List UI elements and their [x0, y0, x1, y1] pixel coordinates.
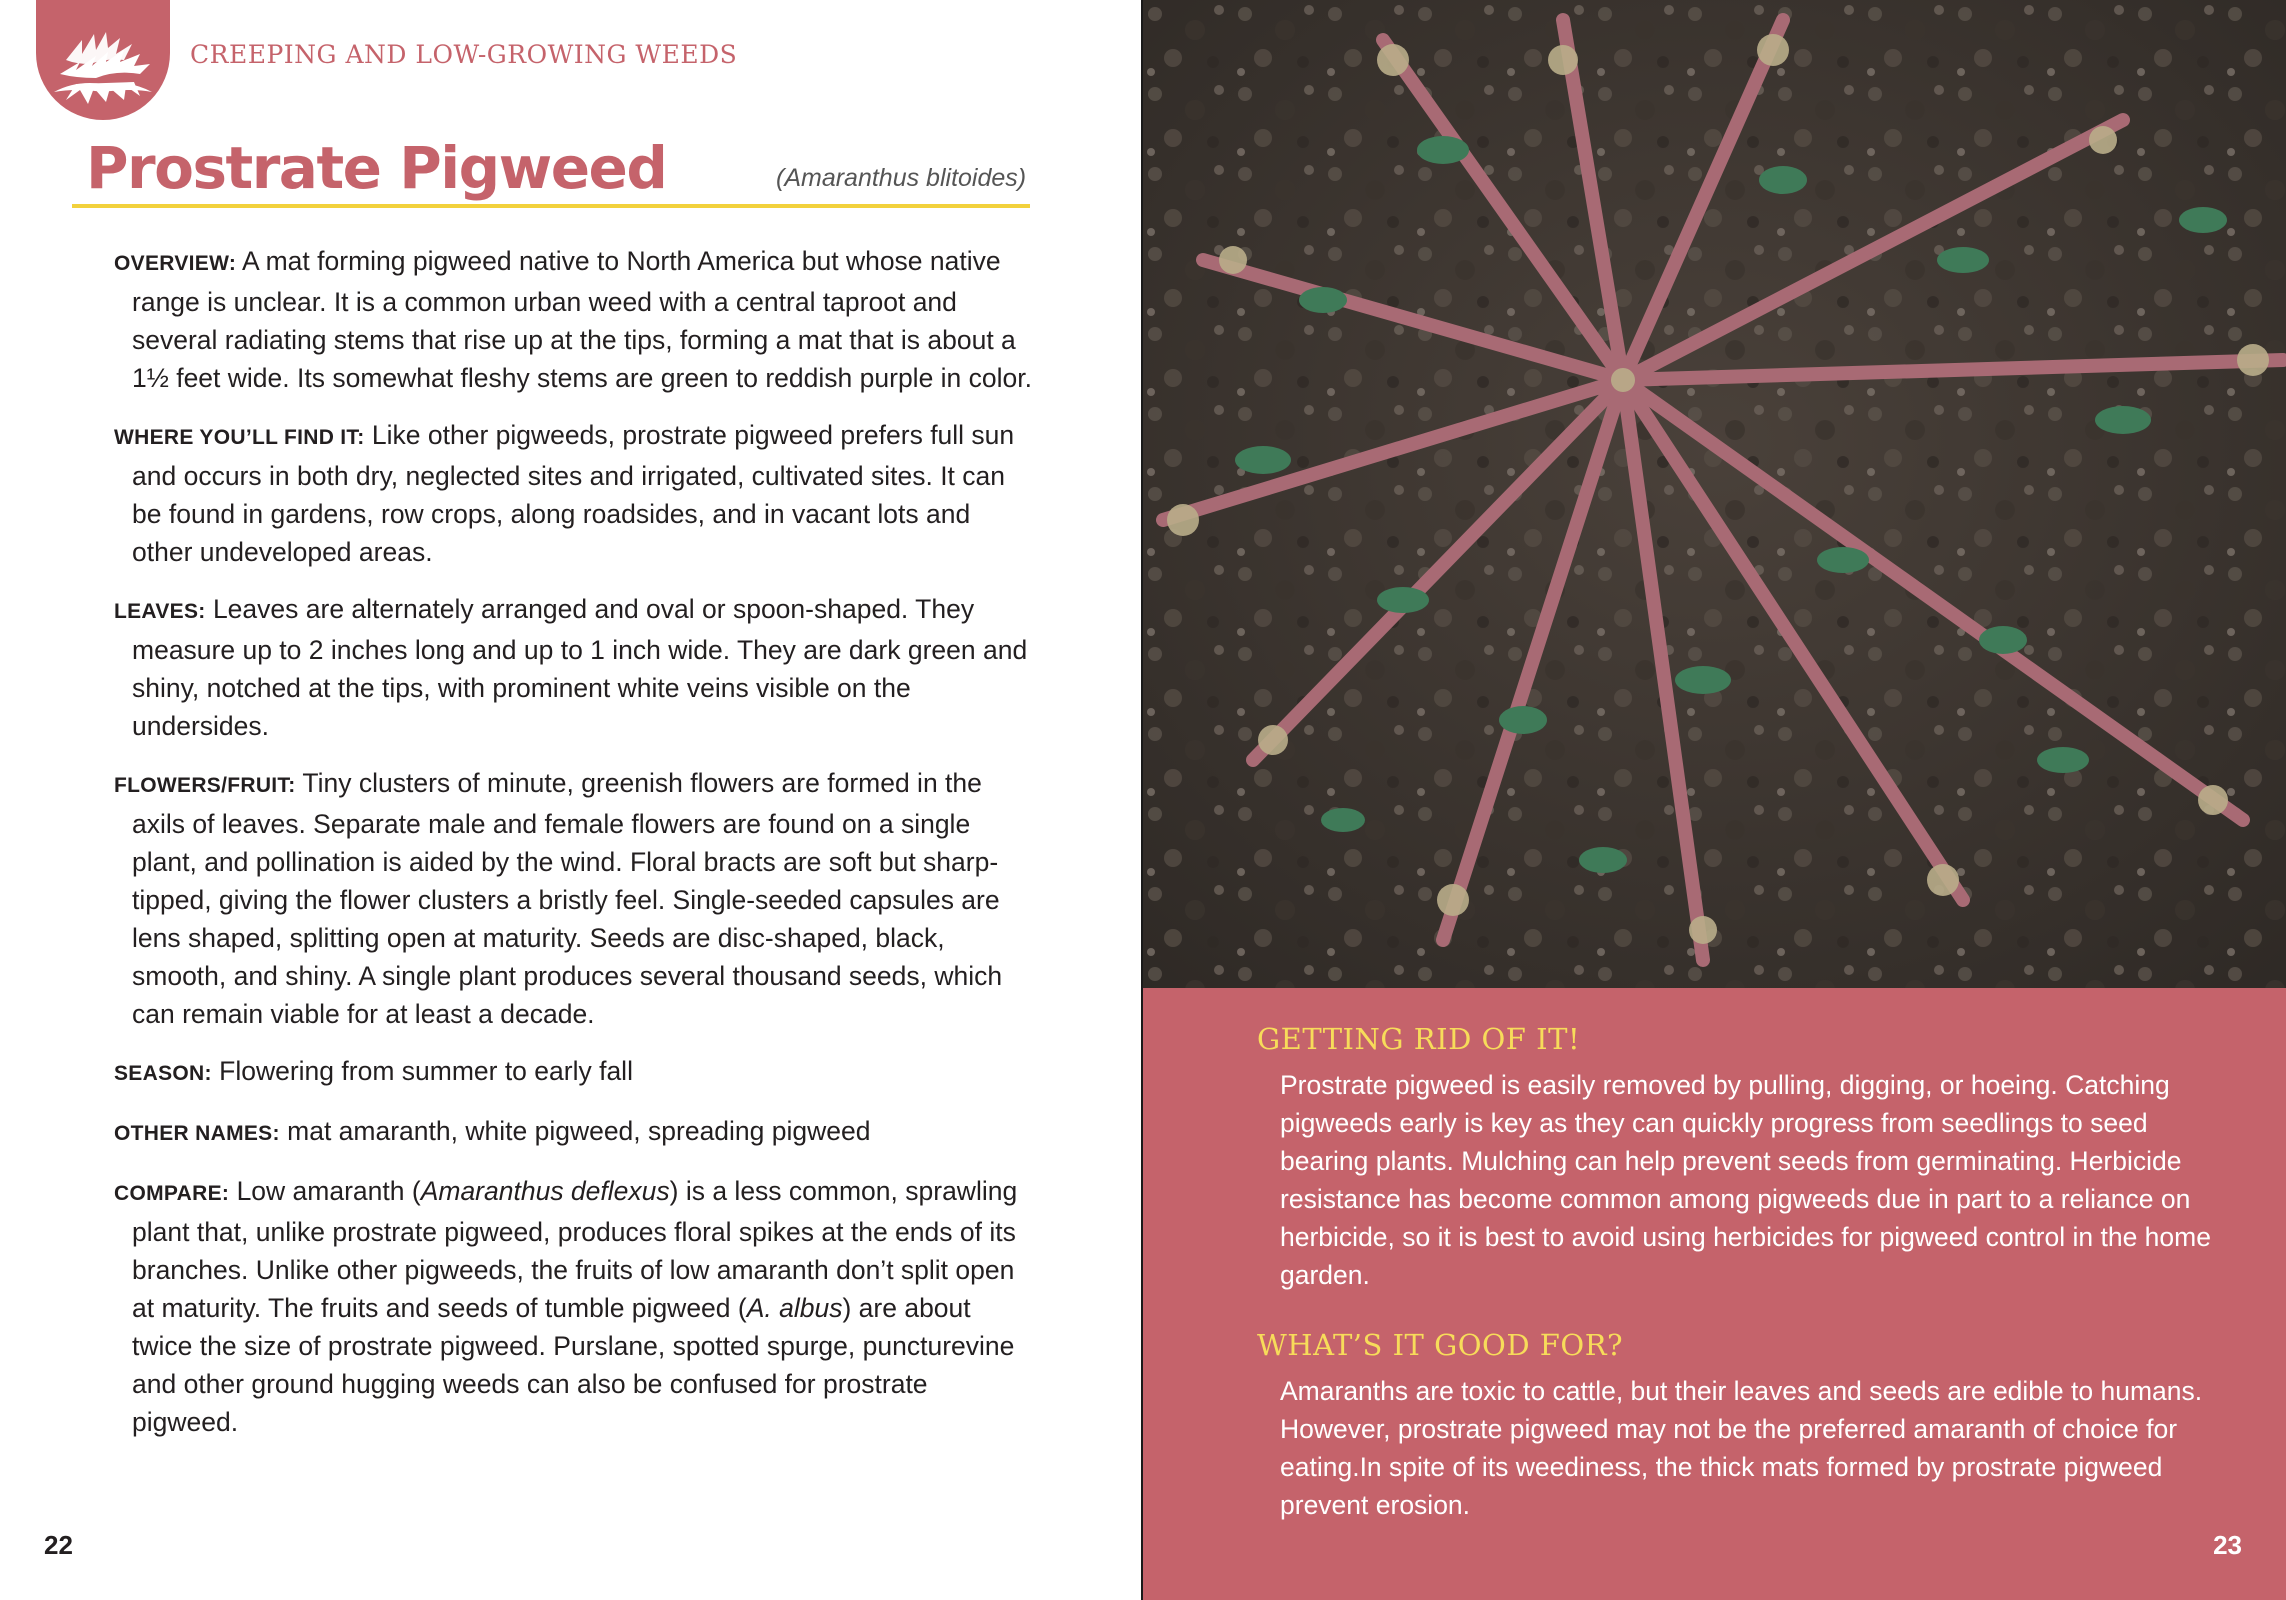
- compare-text-2: ) is a less common, sprawling plant that, unlike prostrate pigweed, produces floral spikes at the ends of its branches. Unlike other pigweeds, the fruits of low amaranth don’t split open at maturity. The fruits and seeds of tumble pigweed (: [132, 1176, 1018, 1323]
- section-title: CREEPING AND LOW-GROWING WEEDS: [190, 40, 738, 69]
- getting-rid-heading: GETTING RID OF IT!: [1257, 1022, 1581, 1056]
- description-body: [114, 242, 1034, 1460]
- overview-paragraph: [114, 242, 1034, 397]
- other-names-label: OTHER NAMES:: [114, 1122, 280, 1145]
- compare-text-3: ) are about twice the size of prostrate pigweed. Purslane, spotted spurge, puncturevine and other ground hugging weeds can also be confused for prostrate pigweed.: [132, 1293, 1015, 1437]
- leaves-label: LEAVES:: [114, 600, 206, 623]
- pigweed-photo: [1143, 0, 2286, 988]
- other-names-text: mat amaranth, white pigweed, spreading pigweed: [287, 1116, 871, 1146]
- leaves-paragraph: [114, 590, 1034, 745]
- season-text: Flowering from summer to early fall: [219, 1056, 633, 1086]
- flowers-label: FLOWERS/FRUIT:: [114, 774, 296, 797]
- getting-rid-text: Prostrate pigweed is easily removed by pulling, digging, or hoeing. Catching pigweeds early is key as they can quickly progress from seedlings to seed bearing plants. Mulching can help prevent seeds from germinating. Herbicide resistance has become common among pigweeds due in part to a reliance on herbicide, so it is best to avoid using herbicides for pigweed control in the home garden.: [1280, 1070, 2211, 1290]
- info-panel: [1143, 988, 2286, 1600]
- right-page: [1143, 0, 2286, 1600]
- other-names-paragraph: [114, 1112, 1034, 1153]
- compare-text-1: Low amaranth (: [236, 1176, 421, 1206]
- where-label: WHERE YOU’LL FIND IT:: [114, 426, 365, 449]
- title-underline: [72, 204, 1030, 208]
- weed-silhouette-icon: [36, 0, 170, 120]
- good-for-text: Amaranths are toxic to cattle, but their leaves and seeds are edible to humans. However, prostrate pigweed may not be the preferred amaranth of choice for eating.In spite of its weediness, the thick mats formed by prostrate pigweed prevent erosion.: [1280, 1376, 2203, 1520]
- latin-name: (Amaranthus blitoides): [776, 164, 1027, 192]
- overview-label: OVERVIEW:: [114, 252, 237, 275]
- season-paragraph: [114, 1052, 1034, 1093]
- plant-name-heading: Prostrate Pigweed: [86, 134, 667, 202]
- leaves-text: Leaves are alternately arranged and oval or spoon-shaped. They measure up to 2 inches long and up to 1 inch wide. They are dark green and shiny, notched at the tips, with prominent white veins visible on the undersides.: [132, 594, 1028, 741]
- page-number-right: 23: [2213, 1530, 2242, 1560]
- page-number-left: 22: [44, 1530, 73, 1560]
- compare-paragraph: [114, 1172, 1034, 1441]
- where-paragraph: [114, 416, 1034, 571]
- flowers-paragraph: [114, 764, 1034, 1033]
- good-for-heading: WHAT’S IT GOOD FOR?: [1257, 1328, 1624, 1362]
- where-text: Like other pigweeds, prostrate pigweed prefers full sun and occurs in both dry, neglected sites and irrigated, cultivated sites. It can be found in gardens, row crops, along roadsides, and in vacant lots and other undeveloped areas.: [132, 420, 1015, 567]
- overview-text: A mat forming pigweed native to North America but whose native range is unclear. It is a common urban weed with a central taproot and several radiating stems that rise up at the tips, forming a mat that is about a 1½ feet wide. Its somewhat fleshy stems are green to reddish purple in color.: [132, 246, 1032, 393]
- season-label: SEASON:: [114, 1062, 212, 1085]
- compare-label: COMPARE:: [114, 1182, 230, 1205]
- compare-italic-1: Amaranthus deflexus: [420, 1176, 670, 1206]
- flowers-text: Tiny clusters of minute, greenish flowers are formed in the axils of leaves. Separate male and female flowers are found on a single plant, and pollination is aided by the wind. Floral bracts are soft but sharp-tipped, giving the flower clusters a bristly feel. Single-seeded capsules are lens shaped, splitting open at maturity. Seeds are disc-shaped, black, smooth, and shiny. A single plant produces several thousand seeds, which can remain viable for at least a decade.: [132, 768, 1003, 1029]
- compare-italic-2: A. albus: [746, 1293, 843, 1323]
